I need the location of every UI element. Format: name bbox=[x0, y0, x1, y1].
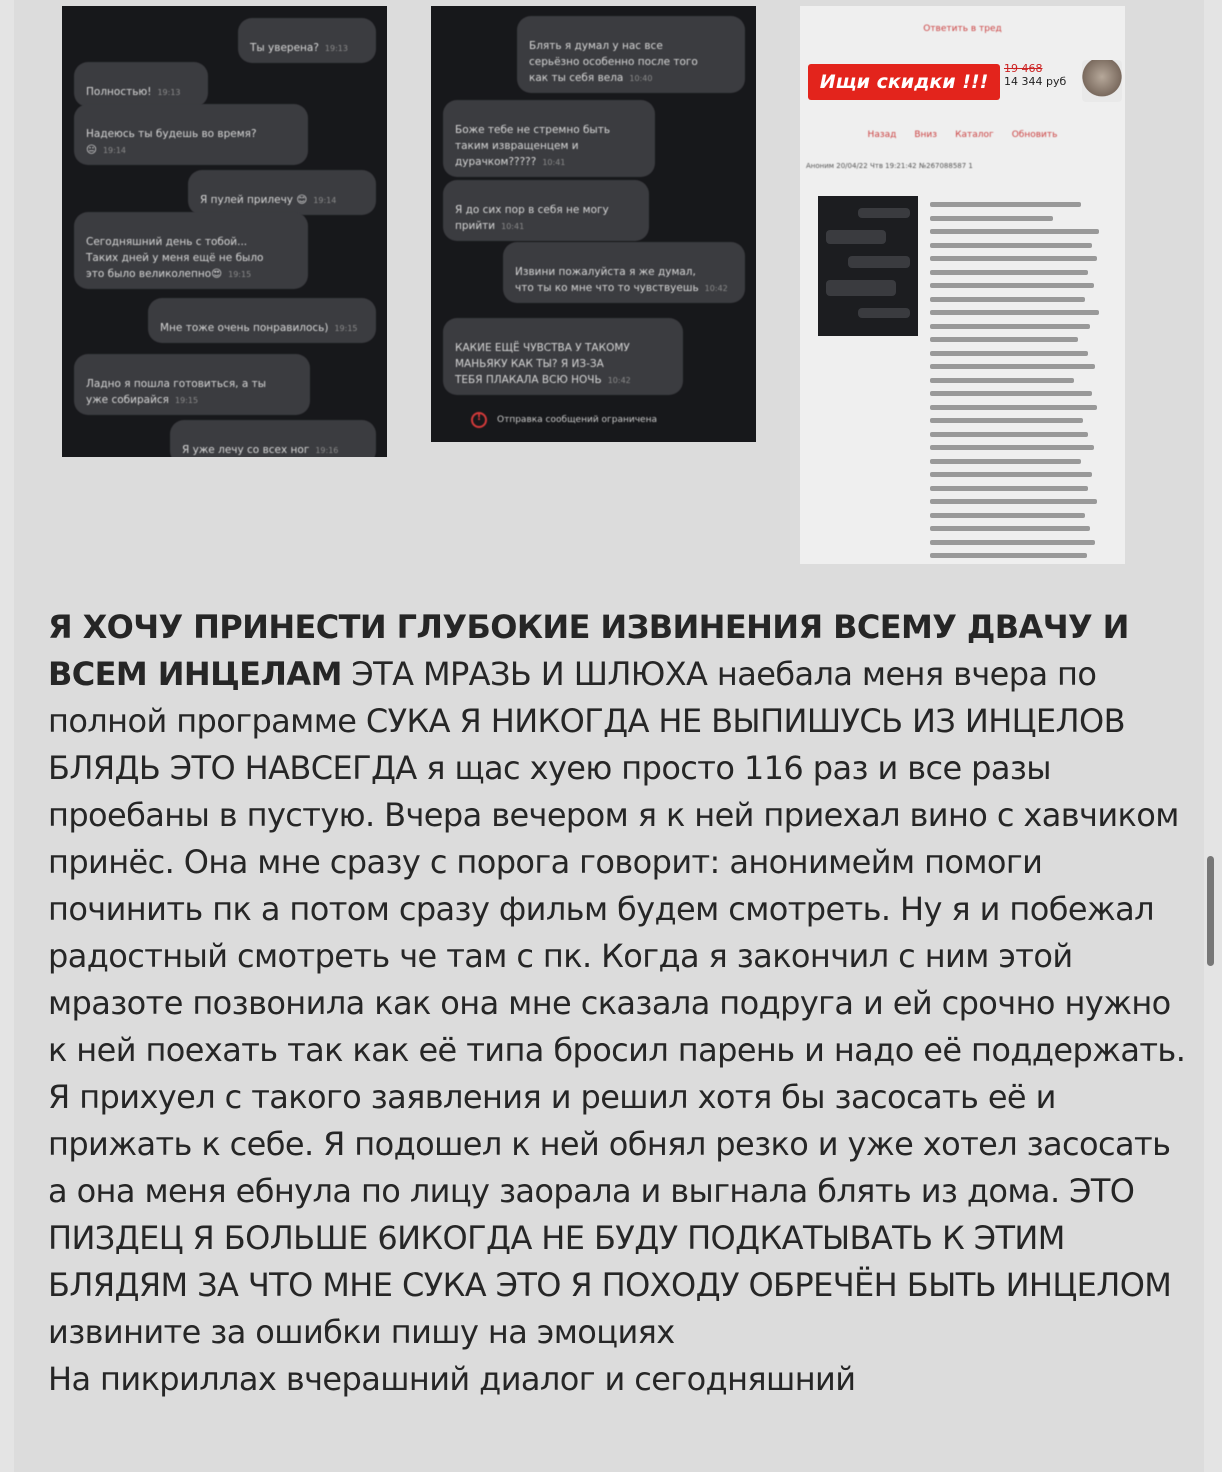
chat-time: 19:13 bbox=[324, 44, 348, 53]
nav-refresh: Обновить bbox=[1011, 130, 1058, 140]
chat-time: 19:13 bbox=[157, 88, 181, 97]
nav-catalog: Каталог bbox=[955, 130, 994, 140]
ad-image bbox=[1082, 60, 1122, 102]
chat-time: 19:15 bbox=[334, 324, 358, 333]
chat-bubble-text: Ладно я пошла готовиться, а ты уже собирайся bbox=[86, 378, 266, 406]
nav-back: Назад bbox=[867, 130, 897, 140]
mini-post-text bbox=[930, 202, 1106, 564]
attachment-chat-today[interactable] bbox=[431, 6, 756, 442]
chat-bubble-text: КАКИЕ ЕЩЁ ЧУВСТВА У ТАКОМУ МАНЬЯКУ КАК ТЫ? Я ИЗ-ЗА ТЕБЯ ПЛАКАЛА ВСЮ НОЧЬ bbox=[455, 342, 630, 386]
old-price: 19 468 bbox=[1004, 62, 1043, 75]
chat-bubble-text: Я уже лечу со всех ног bbox=[182, 444, 310, 456]
messaging-restricted-notice bbox=[471, 412, 657, 428]
new-price: 14 344 руб bbox=[1004, 75, 1067, 88]
chat-bubble-text: Я пулей прилечу 😊 bbox=[200, 194, 308, 206]
post-message bbox=[48, 604, 1198, 1403]
scrollbar-thumb[interactable] bbox=[1207, 856, 1214, 966]
chat-time: 10:40 bbox=[629, 74, 653, 83]
chat-bubble bbox=[74, 62, 208, 107]
chat-time: 10:41 bbox=[542, 158, 566, 167]
chat-bubble bbox=[443, 180, 649, 241]
chat-bubble-text: Сегодняшний день с тобой... Таких дней у меня ещё не было это было великолепно😍 bbox=[86, 236, 264, 280]
chat-time: 19:14 bbox=[102, 146, 127, 155]
chat-bubble bbox=[148, 298, 376, 343]
chat-bubble-text: Мне тоже очень понравилось) bbox=[160, 322, 329, 334]
chat-bubble bbox=[443, 100, 655, 177]
attachment-chat-yesterday[interactable] bbox=[62, 6, 387, 457]
chat-time: 10:41 bbox=[501, 222, 525, 231]
chat-bubble bbox=[443, 318, 683, 395]
chat-bubble-text: Надеюсь ты будешь во время? 😐 bbox=[86, 128, 257, 156]
notice-text: Отправка сообщений ограничена bbox=[497, 415, 657, 425]
chat-bubble bbox=[74, 212, 308, 289]
chat-bubble bbox=[238, 18, 376, 63]
chat-bubble-text: Ты уверена? bbox=[250, 42, 319, 54]
chat-time: 19:16 bbox=[315, 446, 339, 455]
post-pics-line: На пикриллах вчерашний диалог и сегодняшний bbox=[48, 1360, 856, 1398]
chat-bubble-text: Полностью! bbox=[86, 86, 152, 98]
post-container bbox=[14, 0, 1204, 1472]
ad-price bbox=[1004, 62, 1066, 88]
warning-circle-icon bbox=[471, 412, 487, 428]
board-nav bbox=[800, 130, 1125, 140]
post-body: ЭТА МРАЗЬ И ШЛЮХА наебала меня вчера по полной программе СУКА Я НИКОГДА НЕ ВЫПИШУСЬ ИЗ ИНЦЕЛОВ БЛЯДЬ ЭТО НАВСЕГДА я щас хуею просто 116 раз и все разы проебаны в пустую. Вчера вечером я к ней приехал вино с хавчиком принёс. Она мне сразу с порога говорит: анонимейм помоги починить пк а потом сразу фильм будем смотреть. Ну я и побежал радостный смотреть че там с пк. Когда я закончил с ним этой мразоте позвонила как она мне сказала подруга и ей срочно нужно к ней поехать так как её типа бросил парень и надо её поддержать. Я прихуел с такого заявления и решил хотя бы засосать её и прижать к себе. Я подошел к ней обнял резко и уже хотел засосать а она меня ебнула по лицу заорала и выгнала блять из дома. ЭТО ПИЗДЕЦ Я БОЛЬШЕ 6ИКОГДА НЕ БУДУ ПОДКАТЫВАТЬ К ЭТИМ БЛЯДЯМ ЗА ЧТО МНЕ СУКА ЭТО Я ПОХОДУ ОБРЕЧЁН БЫТЬ ИНЦЕЛОМ bbox=[48, 655, 1186, 1304]
chat-time: 10:42 bbox=[704, 284, 728, 293]
mini-screenshot bbox=[818, 196, 918, 336]
chat-time: 19:14 bbox=[313, 196, 337, 205]
attachment-board-screenshot[interactable] bbox=[800, 6, 1125, 564]
nav-down: Вниз bbox=[914, 130, 938, 140]
chat-bubble bbox=[170, 420, 376, 457]
chat-bubble-text: Я до сих пор в себя не могу прийти bbox=[455, 204, 609, 232]
chat-bubble bbox=[74, 104, 308, 165]
post-meta: Аноним 20/04/22 Чтв 19:21:42 №267088587 1 bbox=[806, 162, 973, 170]
chat-time: 19:15 bbox=[174, 396, 199, 405]
reply-link: Ответить в тред bbox=[923, 24, 1002, 34]
post-bold-intro: Я ХОЧУ ПРИНЕСТИ ГЛУБОКИЕ ИЗВИНЕНИЯ ВСЕМУ ДВАЧУ И ВСЕМ ИНЦЕЛАМ bbox=[48, 608, 1129, 693]
chat-time: 19:15 bbox=[228, 270, 252, 279]
chat-bubble bbox=[74, 354, 310, 415]
chat-time: 10:42 bbox=[607, 376, 631, 385]
chat-bubble bbox=[517, 16, 745, 93]
chat-bubble-text: Блять я думал у нас все серьёзно особенно после того как ты себя вела bbox=[529, 40, 698, 84]
ad-banner: Ищи скидки !!! bbox=[808, 64, 1000, 100]
post-apology-line: извините за ошибки пишу на эмоциях bbox=[48, 1313, 675, 1351]
chat-bubble bbox=[503, 242, 745, 303]
chat-bubble bbox=[188, 170, 376, 215]
chat-bubble-text: Извини пожалуйста я же думал, что ты ко мне что то чувствуешь bbox=[515, 266, 699, 294]
chat-bubble-text: Боже тебе не стремно быть таким извращенцем и дурачком????? bbox=[455, 124, 611, 168]
